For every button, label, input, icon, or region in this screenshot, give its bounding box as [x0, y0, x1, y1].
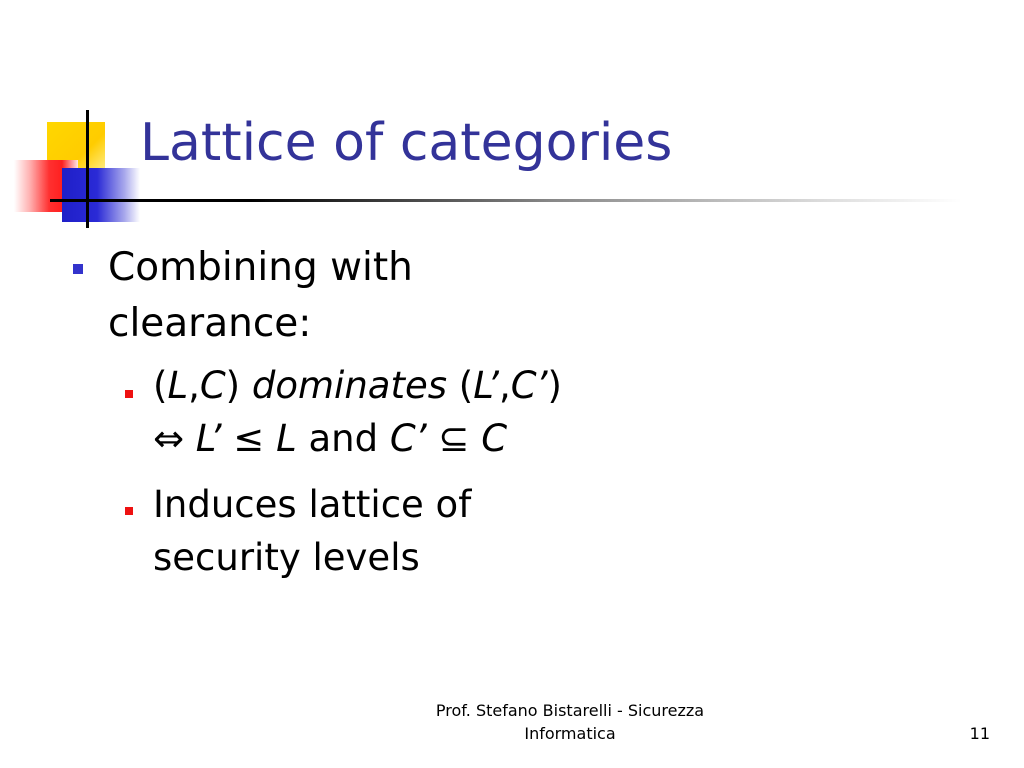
- comma: ,: [188, 364, 200, 407]
- leq-symbol: ≤: [233, 417, 265, 460]
- bullet-text-combining: [108, 240, 468, 352]
- comma: ,: [498, 364, 511, 407]
- bullet-square-icon: [73, 264, 83, 274]
- sub-bullet-text-induces: [153, 478, 553, 584]
- footer-author: [412, 699, 728, 745]
- paren: (: [153, 364, 168, 407]
- vertical-rule-decoration: [86, 110, 89, 228]
- paren: ): [547, 364, 562, 407]
- var-L: L: [167, 364, 189, 407]
- sub-bullet-text-dominates: [153, 359, 562, 465]
- var-C: C: [481, 417, 508, 460]
- sub-bullet-square-icon: [125, 507, 133, 515]
- paren: ): [225, 364, 241, 407]
- var-C-prime: C’: [389, 417, 427, 460]
- var-L-prime: L’: [473, 364, 499, 407]
- iff-symbol: ⇔: [153, 417, 185, 460]
- var-L: L: [276, 417, 297, 460]
- footer-line: Prof. Stefano Bistarelli - Sicurezza: [435, 701, 705, 720]
- paren: (: [458, 364, 474, 407]
- footer-line: Informatica: [524, 724, 616, 743]
- bullet-line: Induces lattice of: [153, 483, 472, 526]
- word-and: and: [308, 417, 379, 460]
- bullet-line: clearance:: [108, 301, 312, 346]
- bullet-line: security levels: [153, 536, 420, 579]
- sub-bullet-square-icon: [125, 390, 133, 398]
- title-underline-rule: [50, 199, 962, 202]
- bullet-line: Combining with: [108, 245, 413, 290]
- var-C: C: [199, 364, 226, 407]
- slide-title: Lattice of categories: [140, 113, 673, 173]
- blue-square-decoration: [62, 168, 140, 222]
- page-number: 11: [969, 724, 990, 743]
- var-L-prime: L’: [195, 417, 222, 460]
- var-C-prime: C’: [510, 364, 548, 407]
- word-dominates: dominates: [251, 364, 447, 407]
- subseteq-symbol: ⊆: [438, 417, 470, 460]
